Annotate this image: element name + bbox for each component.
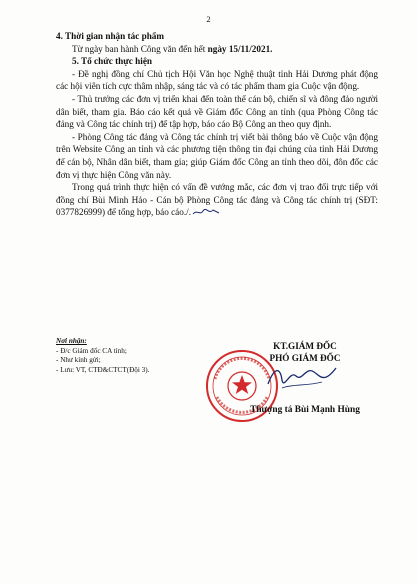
section5-paragraph-4 [56,181,378,219]
recipients-title: Nơi nhận: [56,337,87,345]
signature-title-2: PHÓ GIÁM ĐỐC [269,353,341,363]
section5-heading: 5. Tổ chức thực hiện [72,56,153,67]
section4-body-date: ngày 15/11/2021. [207,43,273,54]
section4-heading: 4. Thời gian nhận tác phẩm [56,31,165,41]
signer-name: Thượng tá Bùi Mạnh Hùng [250,405,360,415]
section4-body [56,43,378,56]
recipients-block [56,337,206,375]
document-body [56,30,378,219]
recipient-item: - Đ/c Giám đốc CA tỉnh; [56,346,127,355]
section5-paragraph-4-text: Trong quá trình thực hiện có vấn đề vướng mắc, các đơn vị trao đổi trực tiếp với đồng chí Bùi Minh Hảo - Cán bộ Phòng Công tác đảng và Công tác chính trị (SĐT: 0377826999) để tổng hợp, báo cáo./. [56,182,378,218]
section5-paragraph-3: - Phòng Công tác đảng và Công tác chính trị viết bài thông báo về Cuộc vận động trên Website Công an tỉnh và các phương tiện thông tin đại chúng của tỉnh Hải Dương để cán bộ, Nhân dân biết, tham gia; giúp Giám đốc Công an tỉnh theo dõi, đôn đốc các đơn vị thực hiện Công văn này. [56,131,378,180]
handwritten-signature [262,358,342,398]
section5-paragraph-2: - Thủ trưởng các đơn vị triển khai đến toàn thể cán bộ, chiến sĩ và đông đảo người dân biết, tham gia. Báo cáo kết quả về Giám đốc Công an tỉnh (qua Phòng Công tác đảng và Công tác chính trị) để tập hợp, báo cáo Bộ Công an theo quy định. [56,93,378,130]
recipient-item: - Lưu: VT, CTĐ&CTCT(Đội 3). [56,365,150,374]
signature-title-1: KT.GIÁM ĐỐC [273,341,337,351]
recipient-item: - Như kính gửi; [56,356,101,365]
section5-paragraph-1: - Đề nghị đồng chí Chủ tịch Hội Văn học Nghệ thuật tỉnh Hải Dương phát động các hội viên tích cực thâm nhập, sáng tác và có tác phẩm tham gia Cuộc vận động. [56,68,378,92]
section4-body-prefix: Từ ngày ban hành Công văn đến hết [72,43,208,54]
page-number: 2 [206,14,211,24]
inline-initial-signature [191,207,221,217]
